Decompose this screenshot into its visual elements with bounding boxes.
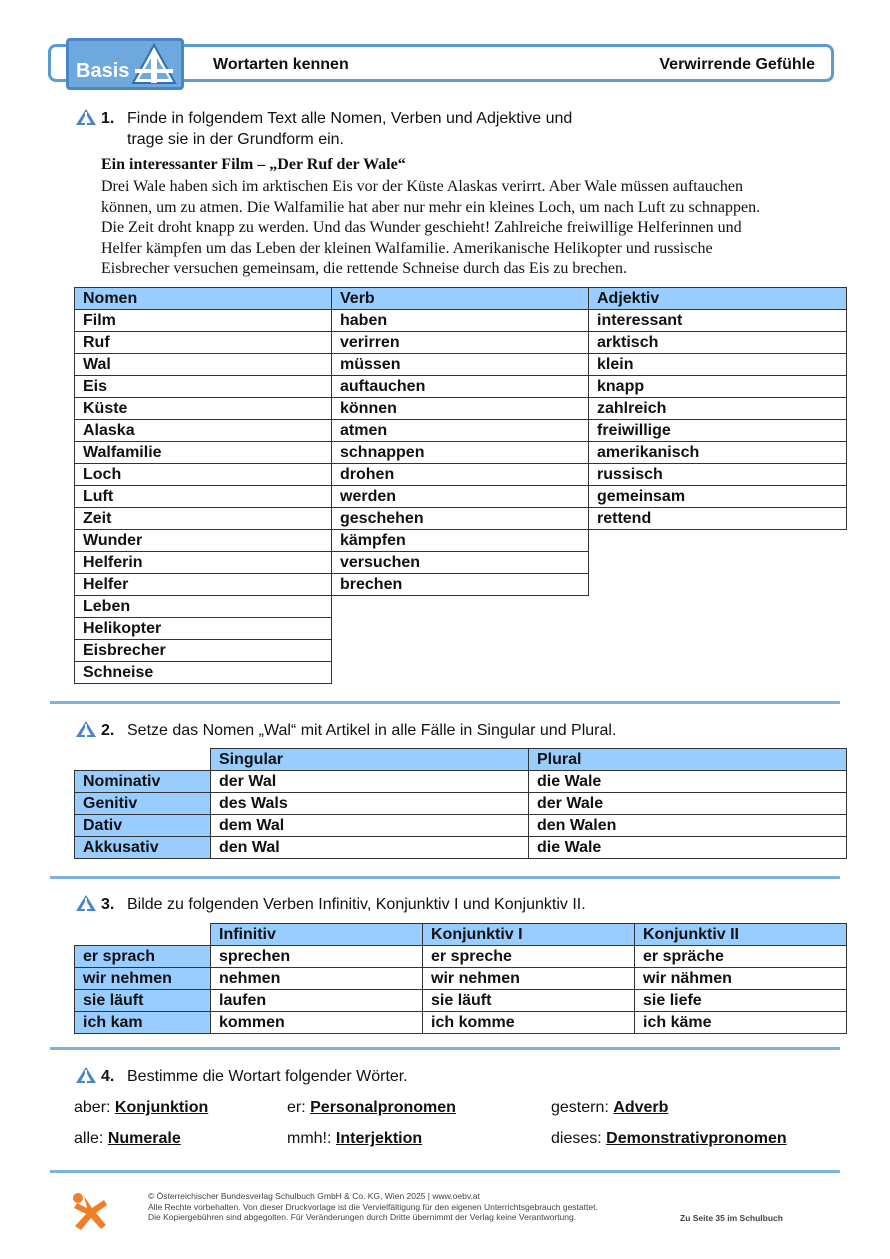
column-header: Verb [332, 288, 589, 310]
plural-cell: der Wale [529, 793, 847, 815]
empty-cell [589, 596, 847, 618]
verb-cell: kämpfen [332, 530, 589, 552]
konjunktiv2-cell: er spräche [635, 946, 847, 968]
copyright-line: Alle Rechte vorbehalten. Von dieser Druckvorlage ist die Vervielfältigung für den eigenen Unterrichtsgebrauch gestattet. [148, 1201, 598, 1212]
verb-cell: atmen [332, 420, 589, 442]
verb-cell: geschehen [332, 508, 589, 530]
task-number: 4. [101, 1068, 115, 1085]
adjektiv-cell: klein [589, 354, 847, 376]
table-row [75, 420, 847, 442]
empty-cell [332, 640, 589, 662]
verb-cell: auftauchen [332, 376, 589, 398]
table-row [75, 486, 847, 508]
nomen-cell: Küste [75, 398, 332, 420]
konjunktiv1-cell: sie läuft [423, 990, 635, 1012]
word-item [287, 1130, 422, 1148]
table-row [75, 574, 847, 596]
table-row [75, 662, 847, 684]
logo-label: Basis [76, 60, 130, 82]
table-row [75, 376, 847, 398]
table-row [75, 749, 847, 771]
verb-cell: verirren [332, 332, 589, 354]
singular-cell: des Wals [211, 793, 529, 815]
adjektiv-cell: freiwillige [589, 420, 847, 442]
empty-cell [589, 530, 847, 552]
singular-cell: den Wal [211, 837, 529, 859]
plural-cell: den Walen [529, 815, 847, 837]
empty-corner [75, 749, 211, 771]
empty-corner [75, 924, 211, 946]
word: dieses: [551, 1130, 602, 1147]
empty-cell [332, 596, 589, 618]
table-row [75, 508, 847, 530]
column-header: Infinitiv [211, 924, 423, 946]
empty-cell [589, 662, 847, 684]
infinitiv-cell: kommen [211, 1012, 423, 1034]
section-divider [50, 701, 840, 704]
empty-cell [332, 618, 589, 640]
table-row [75, 924, 847, 946]
table-row [75, 354, 847, 376]
table-row [75, 640, 847, 662]
konjunktiv1-cell: er spreche [423, 946, 635, 968]
conjunctive-table [74, 923, 847, 1034]
empty-cell [589, 640, 847, 662]
table-row [75, 464, 847, 486]
task-number: 2. [101, 722, 115, 739]
nomen-cell: Eis [75, 376, 332, 398]
story-line: Die Zeit droht knapp zu werden. Und das Wunder geschieht! Zahlreiche freiwillige Helferinnen und [101, 219, 742, 237]
empty-cell [589, 552, 847, 574]
story-line: Eisbrecher versuchen gemeinsam, die rettende Schneise durch das Eis zu brechen. [101, 260, 628, 278]
story-line: Drei Wale haben sich im arktischen Eis vor der Küste Alaskas verirrt. Aber Wale müssen auftauchen [101, 178, 743, 195]
word: mmh!: [287, 1130, 332, 1147]
empty-cell [589, 618, 847, 640]
verb-label: wir nehmen [75, 968, 211, 990]
infinitiv-cell: sprechen [211, 946, 423, 968]
adjektiv-cell: arktisch [589, 332, 847, 354]
nomen-cell: Wunder [75, 530, 332, 552]
verb-cell: können [332, 398, 589, 420]
table-row [75, 946, 847, 968]
word-type-answer: Interjektion [335, 1130, 423, 1147]
nomen-cell: Loch [75, 464, 332, 486]
table-row [75, 332, 847, 354]
task-number: 3. [101, 896, 115, 913]
plural-cell: die Wale [529, 837, 847, 859]
section-divider [50, 876, 840, 879]
story-line: Helfer kämpfen um das Leben der kleinen Walfamilie. Amerikanische Helikopter und russische [101, 239, 713, 257]
verb-label: ich kam [75, 1012, 211, 1034]
adjektiv-cell: rettend [589, 508, 847, 530]
verb-cell: müssen [332, 354, 589, 376]
adjektiv-cell: amerikanisch [589, 442, 847, 464]
column-header: Adjektiv [589, 288, 847, 310]
word-type-answer: Konjunktion [114, 1099, 209, 1116]
konjunktiv2-cell: sie liefe [635, 990, 847, 1012]
case-label: Genitiv [75, 793, 211, 815]
infinitiv-cell: nehmen [211, 968, 423, 990]
nomen-cell: Eisbrecher [75, 640, 332, 662]
nomen-cell: Luft [75, 486, 332, 508]
column-header: Plural [529, 749, 847, 771]
adjektiv-cell: knapp [589, 376, 847, 398]
table-row [75, 596, 847, 618]
table-row [75, 398, 847, 420]
section-divider [50, 1047, 840, 1050]
nomen-cell: Schneise [75, 662, 332, 684]
word: alle: [74, 1130, 104, 1147]
column-header: Konjunktiv I [423, 924, 635, 946]
word-item [551, 1099, 668, 1117]
copyright-line: © Österreichischer Bundesverlag Schulbuch GmbH & Co. KG, Wien 2025 | www.oebv.at [148, 1191, 480, 1201]
word-item [287, 1099, 456, 1117]
word-item [551, 1130, 787, 1148]
nomen-cell: Film [75, 310, 332, 332]
empty-cell [332, 662, 589, 684]
task-instruction: Setze das Nomen „Wal“ mit Artikel in alle Fälle in Singular und Plural. [127, 722, 617, 739]
word-type-answer: Demonstrativpronomen [606, 1130, 787, 1147]
publisher-logo-icon [70, 1192, 110, 1232]
adjektiv-cell: russisch [589, 464, 847, 486]
nomen-cell: Helferin [75, 552, 332, 574]
column-header: Konjunktiv II [635, 924, 847, 946]
case-label: Nominativ [75, 771, 211, 793]
table-row [75, 552, 847, 574]
word: gestern: [551, 1099, 609, 1116]
word-item [74, 1130, 181, 1148]
declension-table [74, 748, 847, 859]
plural-cell: die Wale [529, 771, 847, 793]
word-type-answer: Personalpronomen [310, 1099, 456, 1116]
basis-level-icon [75, 894, 97, 912]
word-type-table [74, 287, 847, 684]
table-row [75, 1012, 847, 1034]
section-divider [50, 1170, 840, 1173]
konjunktiv2-cell: wir nähmen [635, 968, 847, 990]
word-item [74, 1099, 208, 1117]
word: aber: [74, 1099, 111, 1116]
verb-cell: drohen [332, 464, 589, 486]
schoolbook-reference: Zu Seite 35 im Schulbuch [680, 1213, 783, 1223]
nomen-cell: Wal [75, 354, 332, 376]
adjektiv-cell: interessant [589, 310, 847, 332]
triangle-icon [131, 43, 177, 85]
table-row [75, 530, 847, 552]
verb-cell: versuchen [332, 552, 589, 574]
table-row [75, 990, 847, 1012]
adjektiv-cell: gemeinsam [589, 486, 847, 508]
word: er: [287, 1099, 306, 1116]
verb-label: sie läuft [75, 990, 211, 1012]
konjunktiv1-cell: ich komme [423, 1012, 635, 1034]
table-row [75, 310, 847, 332]
verb-cell: haben [332, 310, 589, 332]
story-line: können, um zu atmen. Die Walfamilie hat aber nur mehr ein kleines Loch, um nach Luft zu schnappen. [101, 198, 761, 216]
story-text [101, 177, 849, 280]
table-row [75, 793, 847, 815]
worksheet-unit: Verwirrende Gefühle [659, 56, 815, 73]
basis-level-icon [75, 108, 97, 126]
table-row [75, 815, 847, 837]
table-row [75, 968, 847, 990]
nomen-cell: Helikopter [75, 618, 332, 640]
table-row [75, 442, 847, 464]
nomen-cell: Walfamilie [75, 442, 332, 464]
task-instruction: Bestimme die Wortart folgender Wörter. [127, 1068, 408, 1085]
verb-label: er sprach [75, 946, 211, 968]
table-row [75, 288, 847, 310]
story-title: Ein interessanter Film – „Der Ruf der Wale“ [101, 156, 406, 173]
column-header: Nomen [75, 288, 332, 310]
nomen-cell: Alaska [75, 420, 332, 442]
nomen-cell: Leben [75, 596, 332, 618]
copyright-notice [148, 1191, 598, 1223]
verb-cell: brechen [332, 574, 589, 596]
singular-cell: dem Wal [211, 815, 529, 837]
task-number: 1. [101, 110, 115, 127]
nomen-cell: Ruf [75, 332, 332, 354]
konjunktiv2-cell: ich käme [635, 1012, 847, 1034]
adjektiv-cell: zahlreich [589, 398, 847, 420]
table-row [75, 837, 847, 859]
basis-level-icon [75, 720, 97, 738]
table-row [75, 618, 847, 640]
infinitiv-cell: laufen [211, 990, 423, 1012]
column-header: Singular [211, 749, 529, 771]
nomen-cell: Zeit [75, 508, 332, 530]
table-row [75, 771, 847, 793]
task-instruction: Finde in folgendem Text alle Nomen, Verben und Adjektive und [127, 110, 573, 127]
verb-cell: werden [332, 486, 589, 508]
copyright-line: Die Kopiergebühren sind abgegolten. Für Veränderungen durch Dritte übernimmt der Verlag keine Verantwortung. [148, 1212, 577, 1222]
word-type-answer: Adverb [613, 1099, 669, 1116]
konjunktiv1-cell: wir nehmen [423, 968, 635, 990]
basis-level-icon [75, 1066, 97, 1084]
task-instruction: Bilde zu folgenden Verben Infinitiv, Konjunktiv I und Konjunktiv II. [127, 896, 586, 913]
case-label: Dativ [75, 815, 211, 837]
worksheet-topic: Wortarten kennen [213, 56, 349, 73]
word-type-answer: Numerale [107, 1130, 181, 1147]
singular-cell: der Wal [211, 771, 529, 793]
verb-cell: schnappen [332, 442, 589, 464]
task-instruction: trage sie in der Grundform ein. [127, 131, 344, 148]
case-label: Akkusativ [75, 837, 211, 859]
empty-cell [589, 574, 847, 596]
nomen-cell: Helfer [75, 574, 332, 596]
